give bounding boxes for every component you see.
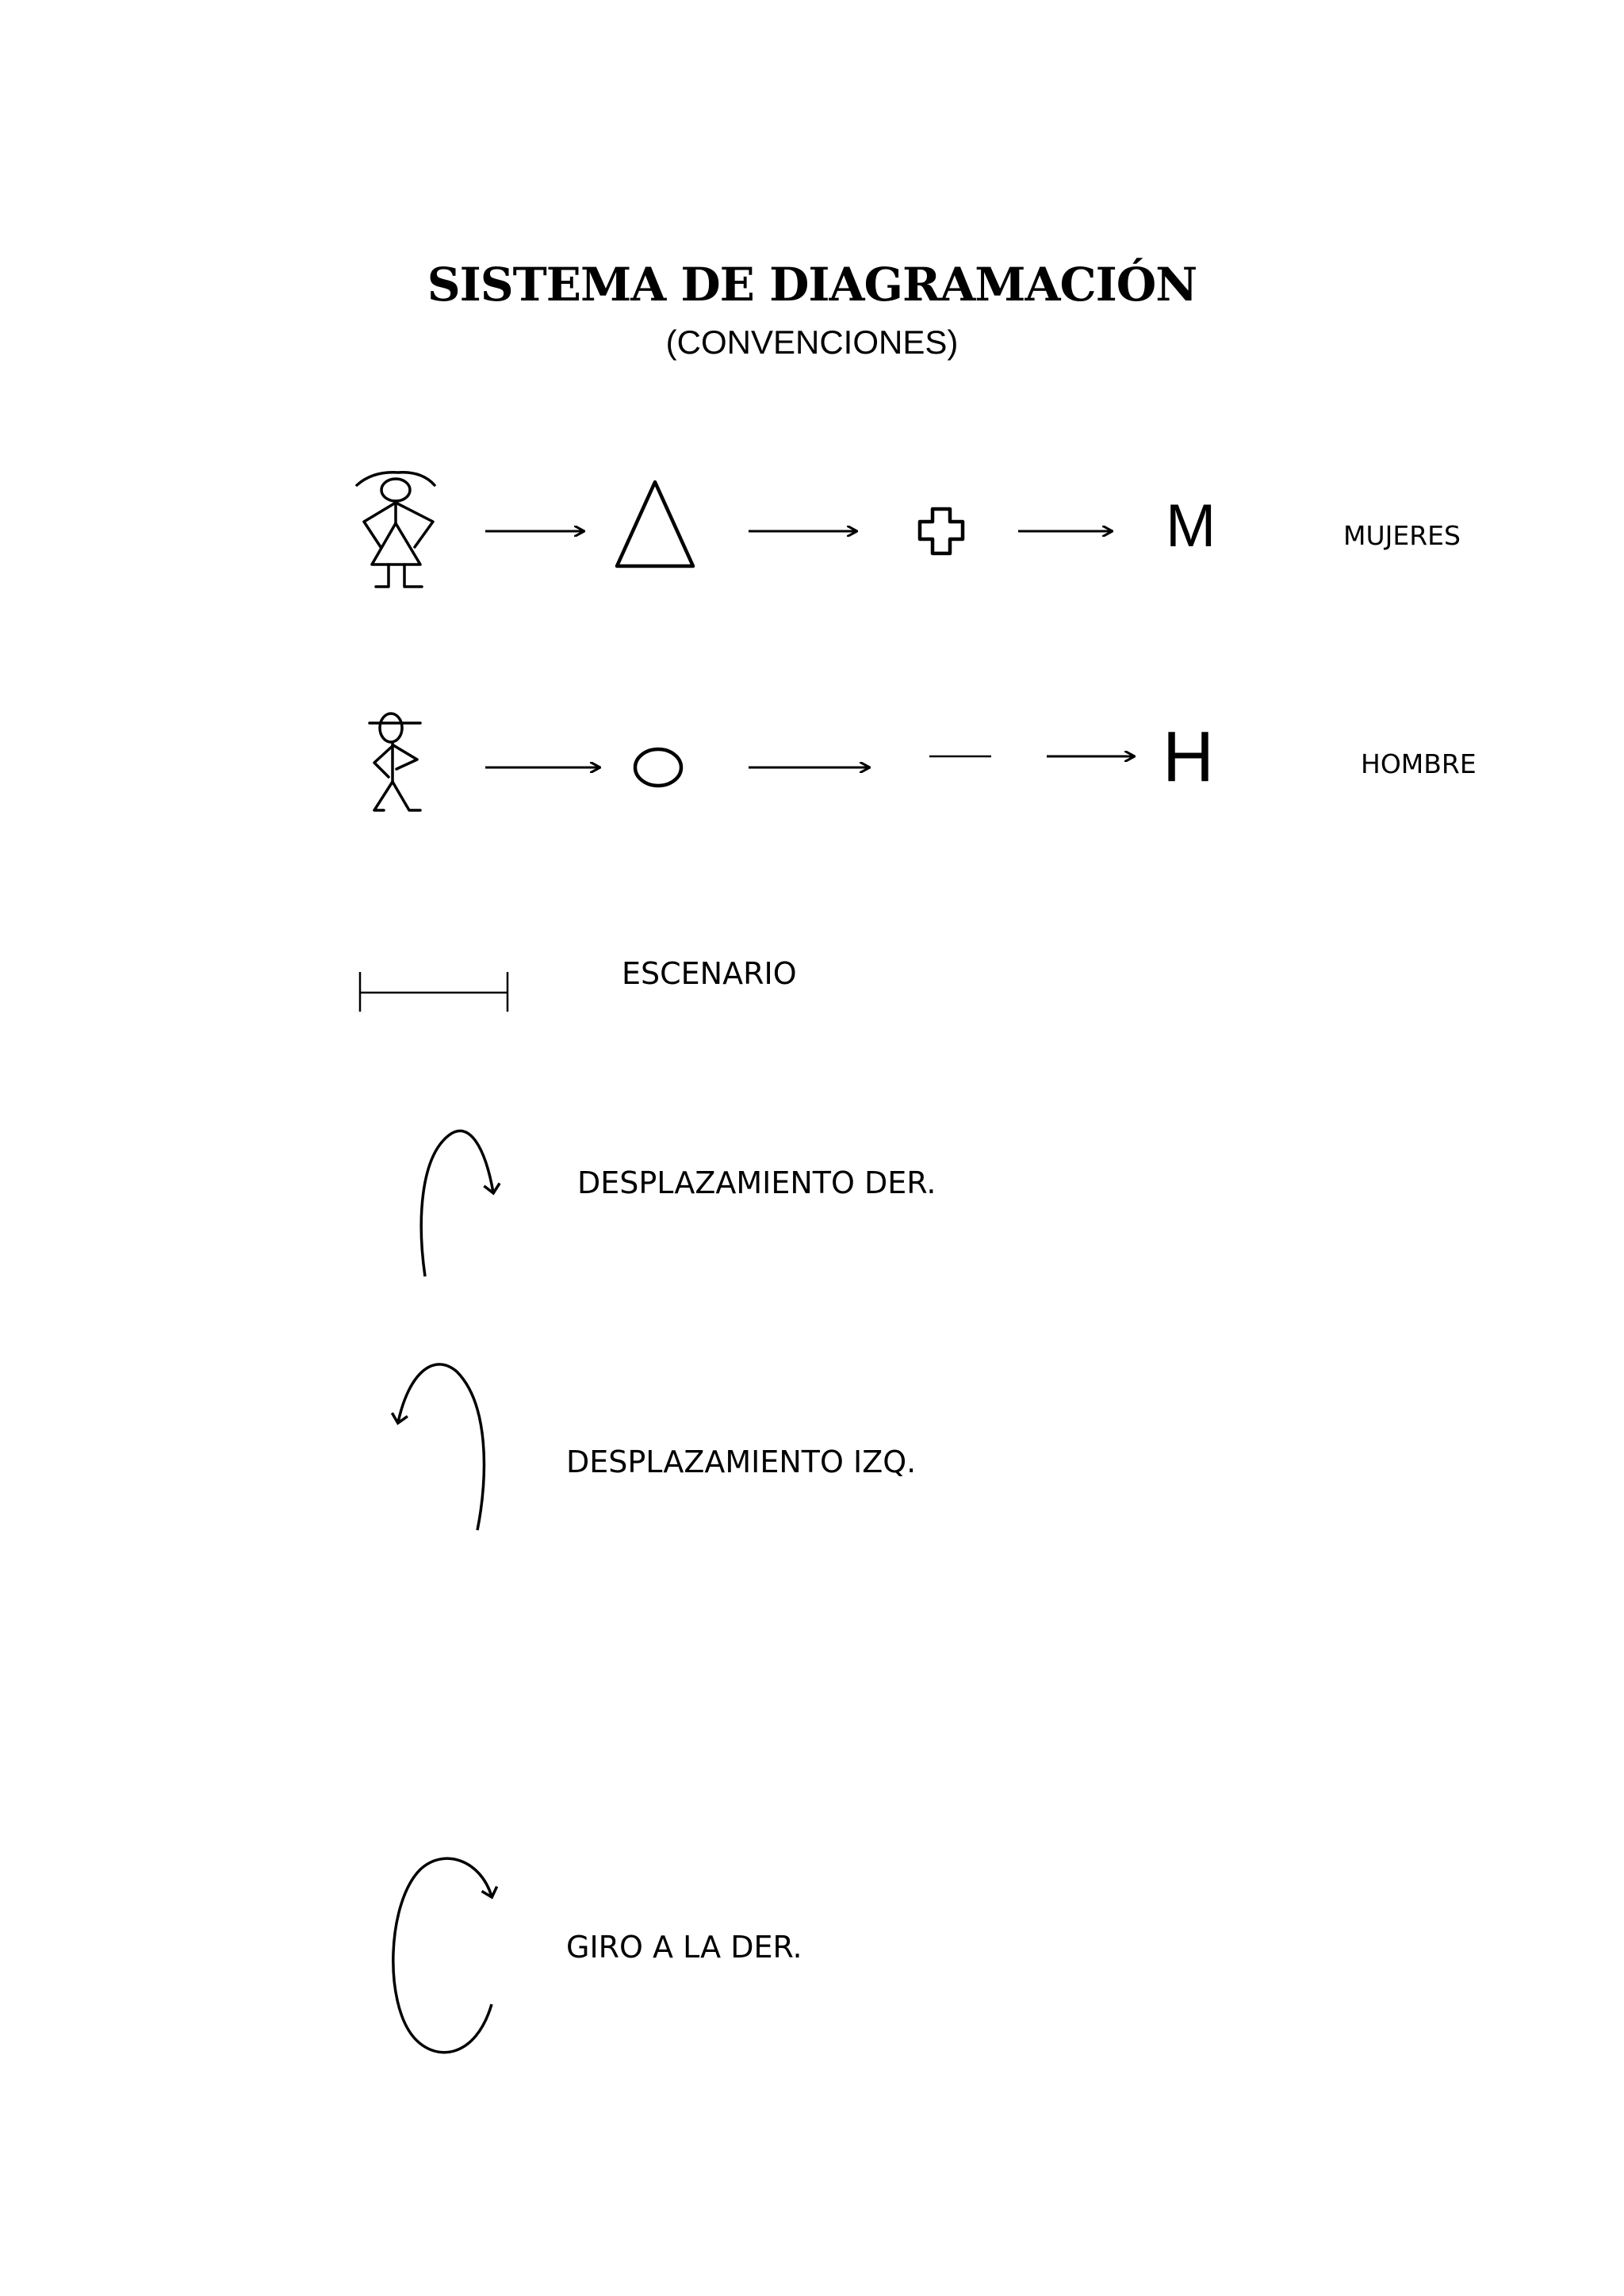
stage-label: ESCENARIO xyxy=(622,956,797,991)
triangle-icon xyxy=(617,482,693,566)
men-label: HOMBRE xyxy=(1361,748,1477,779)
stage-symbol-icon xyxy=(360,972,508,1012)
circle-icon xyxy=(635,749,681,786)
page-title: SISTEMA DE DIAGRAMACIÓN xyxy=(427,258,1197,312)
woman-figure-icon xyxy=(357,473,435,587)
move-left-label: DESPLAZAMIENTO IZQ. xyxy=(566,1445,917,1479)
move-right-label: DESPLAZAMIENTO DER. xyxy=(577,1165,936,1200)
man-figure-icon xyxy=(370,714,420,810)
women-label: MUJERES xyxy=(1343,520,1461,551)
turn-right-label: GIRO A LA DER. xyxy=(566,1930,802,1965)
move-right-curve-icon xyxy=(421,1131,493,1276)
plus-cross-icon xyxy=(920,509,963,553)
women-letter: M xyxy=(1166,492,1216,560)
page-subtitle: (CONVENCIONES) xyxy=(665,323,959,361)
move-left-curve-icon xyxy=(398,1364,484,1530)
turn-right-curve-icon xyxy=(393,1858,492,2053)
men-letter: H xyxy=(1162,718,1214,797)
